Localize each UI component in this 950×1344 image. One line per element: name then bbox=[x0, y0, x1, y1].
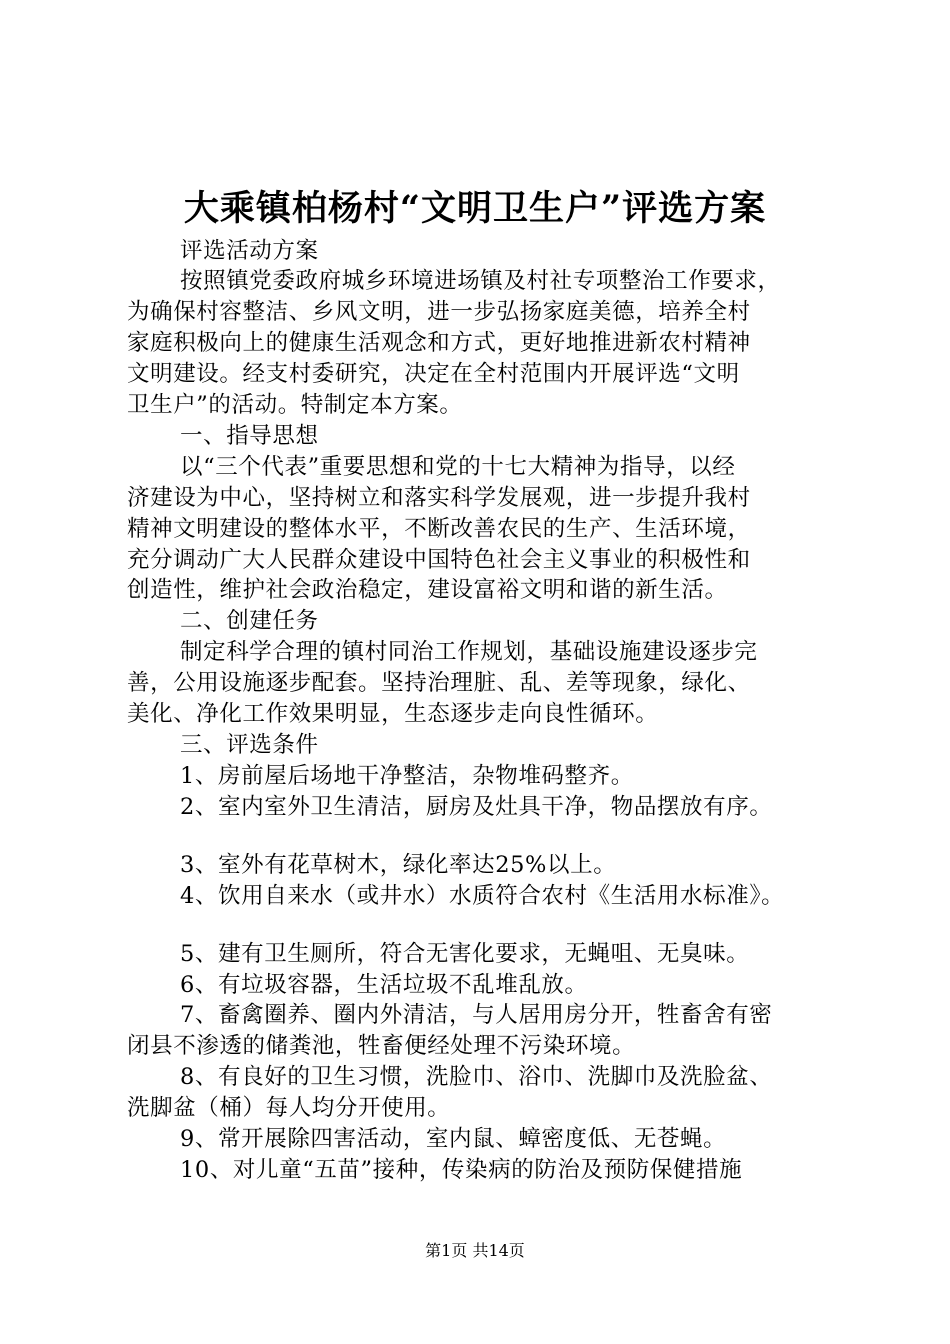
body-line: 文明建设。经支村委研究，决定在全村范围内开展评选“文明 bbox=[127, 361, 740, 387]
list-item: 8、有良好的卫生习惯，洗脸巾、浴巾、洗脚巾及洗脸盆、 bbox=[180, 1064, 773, 1090]
list-item: 2、室内室外卫生清洁，厨房及灶具干净，物品摆放有序。 bbox=[180, 794, 773, 820]
section-heading: 一、指导思想 bbox=[180, 423, 319, 449]
list-item: 5、建有卫生厕所，符合无害化要求，无蝇咀、无臭味。 bbox=[180, 941, 750, 967]
section-heading: 二、创建任务 bbox=[180, 608, 319, 634]
list-item: 9、常开展除四害活动，室内鼠、蟑密度低、无苍蝇。 bbox=[180, 1126, 727, 1152]
body-line: 家庭积极向上的健康生活观念和方式，更好地推进新农村精神 bbox=[127, 330, 751, 356]
list-item: 7、畜禽圈养、圈内外清洁，与人居用房分开，牲畜舍有密 bbox=[180, 1002, 773, 1028]
list-item-continuation: 洗脚盆（桶）每人均分开使用。 bbox=[127, 1095, 451, 1121]
body-line: 充分调动广大人民群众建设中国特色社会主义事业的积极性和 bbox=[127, 547, 751, 573]
list-item: 6、有垃圾容器，生活垃圾不乱堆乱放。 bbox=[180, 972, 588, 998]
document-title: 大乘镇柏杨村“文明卫生户”评选方案 bbox=[183, 188, 767, 229]
body-line: 以“三个代表”重要思想和党的十七大精神为指导，以经 bbox=[180, 454, 736, 480]
body-line: 制定科学合理的镇村同治工作规划，基础设施建设逐步完 bbox=[180, 639, 758, 665]
body-line: 精神文明建设的整体水平，不断改善农民的生产、生活环境， bbox=[127, 516, 751, 542]
list-item: 4、饮用自来水（或井水）水质符合农村《生活用水标准》。 bbox=[180, 883, 785, 909]
body-line: 济建设为中心，坚持树立和落实科学发展观，进一步提升我村 bbox=[127, 485, 751, 511]
section-heading: 三、评选条件 bbox=[180, 732, 319, 758]
list-item-continuation: 闭县不渗透的储粪池，牲畜便经处理不污染环境。 bbox=[127, 1033, 636, 1059]
body-line: 美化、净化工作效果明显，生态逐步走向良性循环。 bbox=[127, 701, 659, 727]
body-line: 善，公用设施逐步配套。坚持治理脏、乱、差等现象，绿化、 bbox=[127, 670, 751, 696]
body-line: 创造性，维护社会政治稳定，建设富裕文明和谐的新生活。 bbox=[127, 577, 728, 603]
section-subtitle: 评选活动方案 bbox=[180, 238, 319, 264]
body-line: 卫生户”的活动。特制定本方案。 bbox=[127, 392, 463, 418]
list-item: 1、房前屋后场地干净整洁，杂物堆码整齐。 bbox=[180, 763, 634, 789]
list-item: 3、室外有花草树木，绿化率达25%以上。 bbox=[180, 852, 617, 878]
page-number-footer: 第1页 共14页 bbox=[425, 1241, 525, 1260]
body-line: 为确保村容整洁、乡风文明，进一步弘扬家庭美德，培养全村 bbox=[127, 299, 751, 325]
list-item: 10、对儿童“五苗”接种，传染病的防治及预防保健措施 bbox=[180, 1157, 743, 1183]
body-line: 按照镇党委政府城乡环境进场镇及村社专项整治工作要求， bbox=[180, 268, 781, 294]
